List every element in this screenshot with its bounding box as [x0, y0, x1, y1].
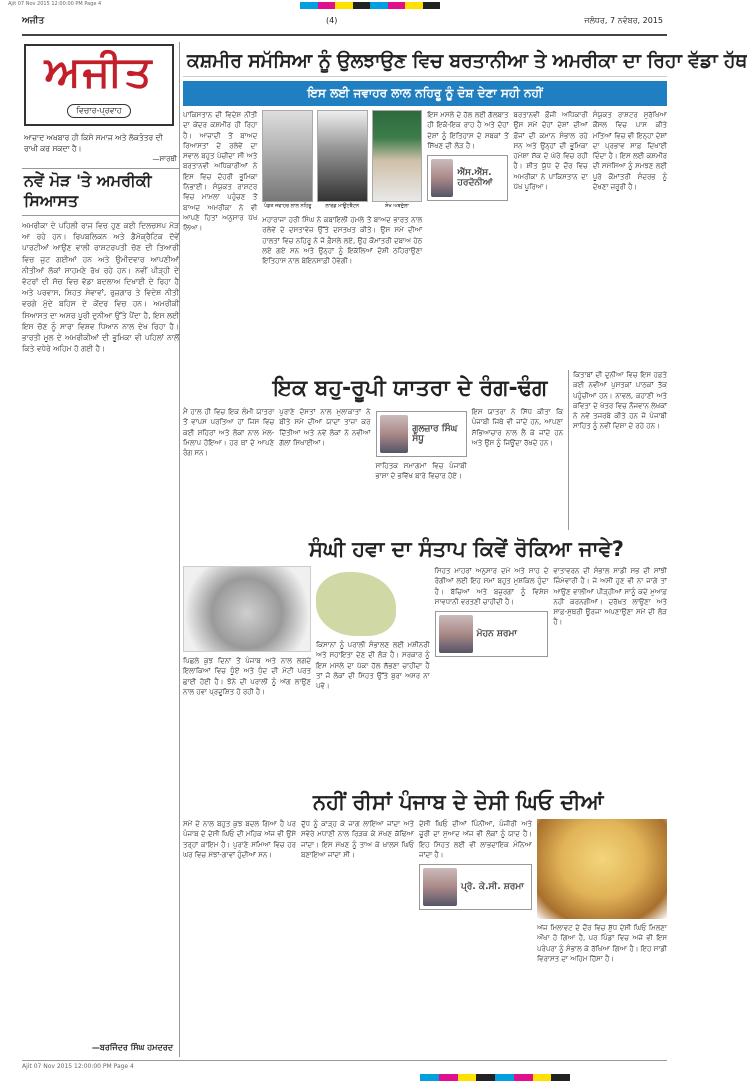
article-kashmir	[183, 42, 747, 367]
editorial-column	[22, 42, 180, 1057]
ghee-col-4: ਅੱਜ ਮਿਲਾਵਟ ਦੇ ਦੌਰ ਵਿਚ ਸ਼ੁੱਧ ਦੇਸੀ ਘਿਓ ਮਿਲਣਾ ਔਖਾ ਹੋ ਗਿਆ ਹੈ, ਪਰ ਪਿੰਡਾਂ ਵਿਚ ਅਜੇ ਵੀ ਇਸ ਪਰੰਪਰਾ ਨੂੰ ਸੰਭਾਲ ਕੇ ਰੱਖਿਆ ਗਿਆ ਹੈ। ਇਹ ਸਾਡੀ ਵਿਰਾਸਤ ਦਾ ਅਹਿਮ ਹਿੱਸਾ ਹੈ।	[537, 924, 667, 963]
kashmir-col-1: ਪਾਕਿਸਤਾਨ ਦੀ ਵਿਦੇਸ਼ ਨੀਤੀ ਦਾ ਕੇਂਦਰ ਕਸ਼ਮੀਰ ਹੀ ਰਿਹਾ ਹੈ। ਆਜ਼ਾਦੀ ਤੋਂ ਬਾਅਦ ਰਿਆਸਤਾਂ ਦੇ ਰਲੇਵੇਂ ਦਾ ਸਵਾਲ ਬਹੁਤ ਪੇਚੀਦਾ ਸੀ ਅਤੇ ਬਰਤਾਨਵੀ ਅਧਿਕਾਰੀਆਂ ਨੇ ਇਸ ਵਿਚ ਦੋਹਰੀ ਭੂਮਿਕਾ ਨਿਭਾਈ। ਸੰਯੁਕਤ ਰਾਸ਼ਟਰ ਵਿਚ ਮਾਮਲਾ ਪਹੁੰਚਣ ਤੋਂ ਬਾਅਦ ਅਮਰੀਕਾ ਨੇ ਵੀ ਆਪਣੇ ਹਿਤਾਂ ਅਨੁਸਾਰ ਪੱਖ ਲਿਆ।	[183, 111, 258, 233]
smog-byline	[435, 611, 549, 657]
ghee-image	[537, 819, 667, 919]
side-column	[568, 370, 667, 530]
article-journey	[183, 370, 563, 530]
editorial-body: ਅਮਰੀਕਾ ਦੇ ਪਹਿਲੀ ਰਾਜ ਵਿਚ ਹੁਣ ਕਈ ਦਿਲਚਸਪ ਮੋੜ ਆ ਰਹੇ ਹਨ। ਰਿਪਬਲਿਕਨ ਅਤੇ ਡੈਮੋਕ੍ਰੈਟਿਕ ਦੋਵੇਂ ਪਾਰਟੀਆਂ ਆਉਣ ਵਾਲੀ ਰਾਸ਼ਟਰਪਤੀ ਚੋਣ ਦੀ ਤਿਆਰੀ ਵਿਚ ਜੁਟ ਗਈਆਂ ਹਨ ਅਤੇ ਉਮੀਦਵਾਰ ਆਪਣੀਆਂ ਨੀਤੀਆਂ ਲੋਕਾਂ ਸਾਹਮਣੇ ਰੱਖ ਰਹੇ ਹਨ। ਨਵੀਂ ਪੀੜ੍ਹੀ ਦੇ ਵੋਟਰਾਂ ਦੀ ਸੋਚ ਵਿਚ ਵੱਡਾ ਬਦਲਾਅ ਦਿਖਾਈ ਦੇ ਰਿਹਾ ਹੈ ਅਤੇ ਪਰਵਾਸ, ਸਿਹਤ ਸੇਵਾਵਾਂ, ਰੁਜ਼ਗਾਰ ਤੇ ਵਿਦੇਸ਼ ਨੀਤੀ ਵਰਗੇ ਮੁੱਦੇ ਬਹਿਸ ਦੇ ਕੇਂਦਰ ਵਿਚ ਹਨ। ਅਮਰੀਕੀ ਸਿਆਸਤ ਦਾ ਅਸਰ ਪੂਰੀ ਦੁਨੀਆ ਉੱਤੇ ਪੈਂਦਾ ਹੈ, ਇਸ ਲਈ ਇਸ ਚੋਣ ਨੂੰ ਸਾਰਾ ਵਿਸ਼ਵ ਧਿਆਨ ਨਾਲ ਦੇਖ ਰਿਹਾ ਹੈ। ਭਾਰਤੀ ਮੂਲ ਦੇ ਅਮਰੀਕੀਆਂ ਦੀ ਭੂਮਿਕਾ ਵੀ ਪਹਿਲਾਂ ਨਾਲੋਂ ਕਿਤੇ ਵਧੇਰੇ ਅਹਿਮ ਹੋ ਗਈ ਹੈ।	[22, 221, 179, 354]
caption-abdullah: ਸ਼ੇਖ ਅਬਦੁੱਲਾ	[385, 203, 409, 209]
journey-col-4: ਇਸ ਯਾਤਰਾ ਨੇ ਸਿੱਧ ਕੀਤਾ ਕਿ ਪੰਜਾਬੀ ਜਿਥੇ ਵੀ ਜਾਂਦੇ ਹਨ, ਆਪਣਾ ਸੱਭਿਆਚਾਰ ਨਾਲ ਲੈ ਕੇ ਜਾਂਦੇ ਹਨ ਅਤੇ ਉਸ ਨੂੰ ਜਿਊਂਦਾ ਰੱਖਦੇ ਹਨ।	[471, 408, 563, 447]
editorial-title: ਨਵੇਂ ਮੋੜ 'ਤੇ ਅਮਰੀਕੀ ਸਿਆਸਤ	[22, 168, 179, 216]
header-paper-name: ਅਜੀਤ	[22, 16, 45, 26]
smog-col-1: ਪਿਛਲੇ ਕੁਝ ਦਿਨਾਂ ਤੋਂ ਪੰਜਾਬ ਅਤੇ ਨਾਲ ਲਗਦੇ ਇਲਾਕਿਆਂ ਵਿਚ ਧੂੰਏਂ ਅਤੇ ਧੁੰਦ ਦੀ ਮੋਟੀ ਪਰਤ ਛਾਈ ਹੋਈ ਹੈ। ਝੋਨੇ ਦੀ ਪਰਾਲੀ ਨੂੰ ਅੱਗ ਲਾਉਣ ਨਾਲ ਹਵਾ ਪ੍ਰਦੂਸ਼ਿਤ ਹੋ ਰਹੀ ਹੈ।	[183, 657, 311, 696]
color-swatch	[423, 2, 441, 9]
journey-col-3: ਸਾਹਿਤਕ ਸਮਾਗਮਾਂ ਵਿਚ ਪੰਜਾਬੀ ਭਾਸ਼ਾ ਦੇ ਭਵਿੱਖ ਬਾਰੇ ਵਿਚਾਰ ਹੋਏ।	[375, 462, 467, 481]
color-swatch	[514, 1074, 533, 1081]
author-photo	[423, 868, 457, 906]
ghee-headline: ਨਹੀਂ ਰੀਸਾਂ ਪੰਜਾਬ ਦੇ ਦੇਸੀ ਘਿਓ ਦੀਆਂ	[313, 790, 604, 814]
color-swatch	[388, 2, 406, 9]
article-ghee	[183, 786, 667, 1056]
ghee-byline	[419, 864, 532, 910]
kashmir-col-4: ਬਰਤਾਨਵੀ ਫ਼ੌਜੀ ਅਧਿਕਾਰੀ ਉਸ ਸਮੇਂ ਦੋਹਾਂ ਦੇਸ਼ਾਂ ਦੀਆਂ ਫ਼ੌਜਾਂ ਦੀ ਕਮਾਨ ਸੰਭਾਲ ਰਹੇ ਸਨ ਅਤੇ ਉਨ੍ਹਾਂ ਦੀ ਭੂਮਿਕਾ ਹਮੇਸ਼ਾ ਸ਼ੱਕ ਦੇ ਘੇਰੇ ਵਿਚ ਰਹੀ ਹੈ। ਸ਼ੀਤ ਯੁੱਧ ਦੇ ਦੌਰ ਵਿਚ ਅਮਰੀਕਾ ਨੇ ਪਾਕਿਸਤਾਨ ਦਾ ਪੱਖ ਪੂਰਿਆ।	[513, 111, 588, 192]
color-swatch	[420, 1074, 439, 1081]
color-swatch	[439, 1074, 458, 1081]
color-swatch	[300, 2, 318, 9]
masthead	[24, 44, 174, 126]
journey-col-1: ਮੈਂ ਹਾਲ ਹੀ ਵਿਚ ਇਕ ਲੰਮੀ ਯਾਤਰਾ ਤੋਂ ਵਾਪਸ ਪਰਤਿਆ ਹਾਂ ਜਿਸ ਵਿਚ ਕਈ ਸ਼ਹਿਰਾਂ ਅਤੇ ਲੋਕਾਂ ਨਾਲ ਮੇਲ-ਮਿਲਾਪ ਹੋਇਆ। ਹਰ ਥਾਂ ਦੇ ਆਪਣੇ ਰੰਗ ਸਨ।	[183, 408, 275, 458]
journey-byline	[376, 411, 467, 457]
ajit-logo: ਅਜੀਤ	[44, 47, 154, 96]
color-swatch	[370, 2, 388, 9]
author-name: ਮੋਹਨ ਸ਼ਰਮਾ	[476, 629, 517, 640]
color-registration-bar-bottom	[420, 1074, 570, 1081]
author-photo	[431, 159, 453, 197]
author-photo	[439, 615, 473, 653]
print-info-strip: Ajit 07 Nov 2015 12:00:00 PM Page 4	[8, 1, 102, 7]
kashmir-byline	[427, 155, 508, 201]
kashmir-col-5: ਸੰਯੁਕਤ ਰਾਸ਼ਟਰ ਸੁਰੱਖਿਆ ਕੌਂਸਲ ਵਿਚ ਪਾਸ ਕੀਤੇ ਮਤਿਆਂ ਵਿਚ ਵੀ ਇਨ੍ਹਾਂ ਦੇਸ਼ਾਂ ਦਾ ਪ੍ਰਭਾਵ ਸਾਫ਼ ਦਿਖਾਈ ਦਿੰਦਾ ਹੈ। ਇਸ ਲਈ ਕਸ਼ਮੀਰ ਦੀ ਸਮੱਸਿਆ ਨੂੰ ਸਮਝਣ ਲਈ ਪੂਰੇ ਕੌਮਾਂਤਰੀ ਸੰਦਰਭ ਨੂੰ ਦੇਖਣਾ ਜ਼ਰੂਰੀ ਹੈ।	[592, 111, 668, 192]
kashmir-headline: ਕਸ਼ਮੀਰ ਸਮੱਸਿਆ ਨੂੰ ਉਲਝਾਉਣ ਵਿਚ ਬਰਤਾਨੀਆ ਤੇ ਅਮਰੀਕਾ ਦਾ ਰਿਹਾ ਵੱਡਾ ਹੱਥ	[183, 42, 667, 77]
author-name: ਪ੍ਰੋ. ਕੇ.ਸੀ. ਸ਼ਰਮਾ	[461, 882, 524, 893]
punjab-map-image	[316, 572, 396, 636]
author-name: ਗੁਲਜ਼ਾਰ ਸਿੰਘ ਸੰਧੂ	[412, 424, 458, 444]
quote-text: ਆਜ਼ਾਦ ਅਖ਼ਬਾਰ ਹੀ ਕਿਸੇ ਸਮਾਜ ਅਤੇ ਲੋਕਤੰਤਰ ਦੀ ਰਾਖੀ ਕਰ ਸਕਦਾ ਹੈ।	[24, 133, 163, 153]
straw-machine-image	[183, 566, 311, 652]
color-swatch	[458, 1074, 477, 1081]
editorial-signature: —ਬਰਜਿੰਦਰ ਸਿੰਘ ਹਮਦਰਦ	[91, 1043, 173, 1052]
smog-col-2: ਕਿਸਾਨਾਂ ਨੂੰ ਪਰਾਲੀ ਸੰਭਾਲਣ ਲਈ ਮਸ਼ੀਨਰੀ ਅਤੇ ਸਹਾਇਤਾ ਦੇਣ ਦੀ ਲੋੜ ਹੈ। ਸਰਕਾਰ ਨੂੰ ਇਸ ਮਸਲੇ ਦਾ ਪੱਕਾ ਹੱਲ ਲੱਭਣਾ ਚਾਹੀਦਾ ਹੈ ਤਾਂ ਜੋ ਲੋਕਾਂ ਦੀ ਸਿਹਤ ਉੱਤੇ ਬੁਰਾ ਅਸਰ ਨਾ ਪਵੇ।	[316, 641, 430, 691]
nehru-photo	[262, 110, 313, 202]
masthead-quote	[22, 126, 179, 168]
author-name: ਐੱਸ.ਐੱਸ. ਹਰਦੋਨੀਆਂ	[457, 168, 493, 189]
ghee-col-2: ਦੁੱਧ ਨੂੰ ਕਾੜ੍ਹ ਕੇ ਜਾਗ ਲਾਇਆ ਜਾਂਦਾ ਅਤੇ ਸਵੇਰੇ ਮਧਾਣੀ ਨਾਲ ਰਿੜਕ ਕੇ ਮੱਖਣ ਕੱਢਿਆ ਜਾਂਦਾ। ਇਸ ਮੱਖਣ ਨੂੰ ਤਾਅ ਕੇ ਖ਼ਾਲਸ ਘਿਓ ਬਣਾਇਆ ਜਾਂਦਾ ਸੀ।	[301, 820, 414, 859]
side-column-text: ਕਿਤਾਬਾਂ ਦੀ ਦੁਨੀਆ ਵਿਚ ਇਸ ਹਫ਼ਤੇ ਕਈ ਨਵੀਆਂ ਪੁਸਤਕਾਂ ਪਾਠਕਾਂ ਤੱਕ ਪਹੁੰਚੀਆਂ ਹਨ। ਨਾਵਲ, ਕਹਾਣੀ ਅਤੇ ਕਵਿਤਾ ਦੇ ਖੇਤਰ ਵਿਚ ਨੌਜਵਾਨ ਲੇਖਕਾਂ ਨੇ ਨਵੇਂ ਤਜਰਬੇ ਕੀਤੇ ਹਨ ਜੋ ਪੰਜਾਬੀ ਸਾਹਿਤ ਨੂੰ ਨਵੀਂ ਦਿਸ਼ਾ ਦੇ ਰਹੇ ਹਨ।	[573, 371, 667, 431]
kashmir-col-2: ਮਹਾਰਾਜਾ ਹਰੀ ਸਿੰਘ ਨੇ ਕਬਾਇਲੀ ਹਮਲੇ ਤੋਂ ਬਾਅਦ ਭਾਰਤ ਨਾਲ ਰਲੇਵੇਂ ਦੇ ਦਸਤਾਵੇਜ਼ ਉੱਤੇ ਦਸਤਖ਼ਤ ਕੀਤੇ। ਉਸ ਸਮੇਂ ਦੀਆਂ ਹਾਲਤਾਂ ਵਿਚ ਨਹਿਰੂ ਨੇ ਜੋ ਫ਼ੈਸਲੇ ਲਏ, ਉਹ ਕੌਮਾਂਤਰੀ ਦਬਾਅ ਹੇਠ ਲਏ ਗਏ ਸਨ ਅਤੇ ਉਨ੍ਹਾਂ ਨੂੰ ਇਕੱਲਿਆਂ ਦੋਸ਼ੀ ਠਹਿਰਾਉਣਾ ਇਤਿਹਾਸ ਨਾਲ ਬੇਇਨਸਾਫ਼ੀ ਹੋਵੇਗੀ।	[262, 216, 423, 266]
kashmir-col-3: ਇਸ ਮਸਲੇ ਦੇ ਹੱਲ ਲਈ ਗੱਲਬਾਤ ਹੀ ਇਕੋ-ਇਕ ਰਾਹ ਹੈ ਅਤੇ ਦੋਹਾਂ ਦੇਸ਼ਾਂ ਨੂੰ ਇਤਿਹਾਸ ਦੇ ਸਬਕਾਂ ਤੋਂ ਸਿੱਖਣ ਦੀ ਲੋੜ ਹੈ।	[427, 111, 509, 150]
smog-col-3: ਸਿਹਤ ਮਾਹਰਾਂ ਅਨੁਸਾਰ ਦਮੇ ਅਤੇ ਸਾਹ ਦੇ ਰੋਗੀਆਂ ਲਈ ਇਹ ਸਮਾਂ ਬਹੁਤ ਮੁਸ਼ਕਿਲ ਹੁੰਦਾ ਹੈ। ਬੱਚਿਆਂ ਅਤੇ ਬਜ਼ੁਰਗਾਂ ਨੂੰ ਵਿਸ਼ੇਸ਼ ਸਾਵਧਾਨੀ ਵਰਤਣੀ ਚਾਹੀਦੀ ਹੈ।	[434, 567, 549, 606]
journey-col-2: ਪੁਰਾਣੇ ਦੋਸਤਾਂ ਨਾਲ ਮੁਲਾਕਾਤਾਂ ਨੇ ਬੀਤੇ ਸਮੇਂ ਦੀਆਂ ਯਾਦਾਂ ਤਾਜ਼ਾ ਕਰ ਦਿੱਤੀਆਂ ਅਤੇ ਨਵੇਂ ਲੋਕਾਂ ਨੇ ਨਵੀਆਂ ਗੱਲਾਂ ਸਿਖਾਈਆਂ।	[279, 408, 371, 447]
color-swatch	[318, 2, 336, 9]
kashmir-subhead: ਇਸ ਲਈ ਜਵਾਹਰ ਲਾਲ ਨਹਿਰੂ ਨੂੰ ਦੋਸ਼ ਦੇਣਾ ਸਹੀ ਨਹੀਂ	[183, 81, 667, 106]
page-header-rule	[22, 12, 667, 36]
color-swatch	[335, 2, 353, 9]
color-swatch	[495, 1074, 514, 1081]
mountbatten-photo	[317, 110, 368, 202]
caption-nehru: ਪੰਡਤ ਜਵਾਹਰ ਲਾਲ ਨਹਿਰੂ	[263, 203, 312, 209]
color-swatch	[405, 2, 423, 9]
header-date: ਜਲੰਧਰ, 7 ਨਵੰਬਰ, 2015	[584, 16, 663, 25]
author-photo	[380, 415, 409, 453]
caption-mountbatten: ਲਾਰਡ ਮਾਊਂਟਬੈਟਨ	[325, 203, 360, 209]
color-swatch	[353, 2, 371, 9]
masthead-tagline: ਵਿਚਾਰ-ਪ੍ਰਵਾਹ	[67, 104, 130, 118]
journey-headline: ਇਕ ਬਹੁ-ਰੂਪੀ ਯਾਤਰਾ ਦੇ ਰੰਗ-ਢੰਗ	[273, 376, 548, 401]
smog-headline: ਸੰਘੀ ਹਵਾ ਦਾ ਸੰਤਾਪ ਕਿਵੇਂ ਰੋਕਿਆ ਜਾਵੇ?	[309, 537, 624, 561]
header-page-number: (4)	[326, 16, 338, 25]
color-swatch	[476, 1074, 495, 1081]
photo-captions	[262, 202, 422, 209]
color-registration-bar-top	[300, 2, 440, 9]
page-footer: Ajit 07 Nov 2015 12:00:00 PM Page 4	[22, 1060, 667, 1070]
smog-col-4: ਵਾਤਾਵਰਨ ਦੀ ਸੰਭਾਲ ਸਾਡੀ ਸਭ ਦੀ ਸਾਂਝੀ ਜ਼ਿੰਮੇਵਾਰੀ ਹੈ। ਜੇ ਅਸੀਂ ਹੁਣ ਵੀ ਨਾ ਜਾਗੇ ਤਾਂ ਆਉਣ ਵਾਲੀਆਂ ਪੀੜ੍ਹੀਆਂ ਸਾਨੂੰ ਕਦੇ ਮੁਆਫ਼ ਨਹੀਂ ਕਰਨਗੀਆਂ। ਦਰੱਖ਼ਤ ਲਾਉਣਾ ਅਤੇ ਸਾਫ਼-ਸੁਥਰੀ ਊਰਜਾ ਅਪਣਾਉਣਾ ਸਮੇਂ ਦੀ ਲੋੜ ਹੈ।	[553, 567, 668, 627]
color-swatch	[551, 1074, 570, 1081]
ghee-col-1: ਸਮੇਂ ਦੇ ਨਾਲ ਬਹੁਤ ਕੁਝ ਬਦਲ ਗਿਆ ਹੈ ਪਰ ਪੰਜਾਬ ਦੇ ਦੇਸੀ ਘਿਓ ਦੀ ਮਹਿਕ ਅੱਜ ਵੀ ਉਸੇ ਤਰ੍ਹਾਂ ਕਾਇਮ ਹੈ। ਪੁਰਾਣੇ ਸਮਿਆਂ ਵਿਚ ਹਰ ਘਰ ਵਿਚ ਮੱਝਾਂ-ਗਾਵਾਂ ਹੁੰਦੀਆਂ ਸਨ।	[183, 820, 296, 859]
kashmir-photos	[262, 110, 422, 202]
sheikh-abdullah-photo	[372, 110, 423, 202]
color-swatch	[533, 1074, 552, 1081]
quote-author: —ਸਾਰਥੀ	[152, 155, 177, 163]
article-smog	[183, 533, 667, 781]
ghee-col-3: ਦੇਸੀ ਘਿਓ ਦੀਆਂ ਪਿੰਨੀਆਂ, ਪੰਜੀਰੀ ਅਤੇ ਚੂਰੀ ਦਾ ਸੁਆਦ ਅੱਜ ਵੀ ਲੋਕਾਂ ਨੂੰ ਯਾਦ ਹੈ। ਇਹ ਸਿਹਤ ਲਈ ਵੀ ਲਾਭਦਾਇਕ ਮੰਨਿਆ ਜਾਂਦਾ ਹੈ।	[419, 820, 532, 859]
